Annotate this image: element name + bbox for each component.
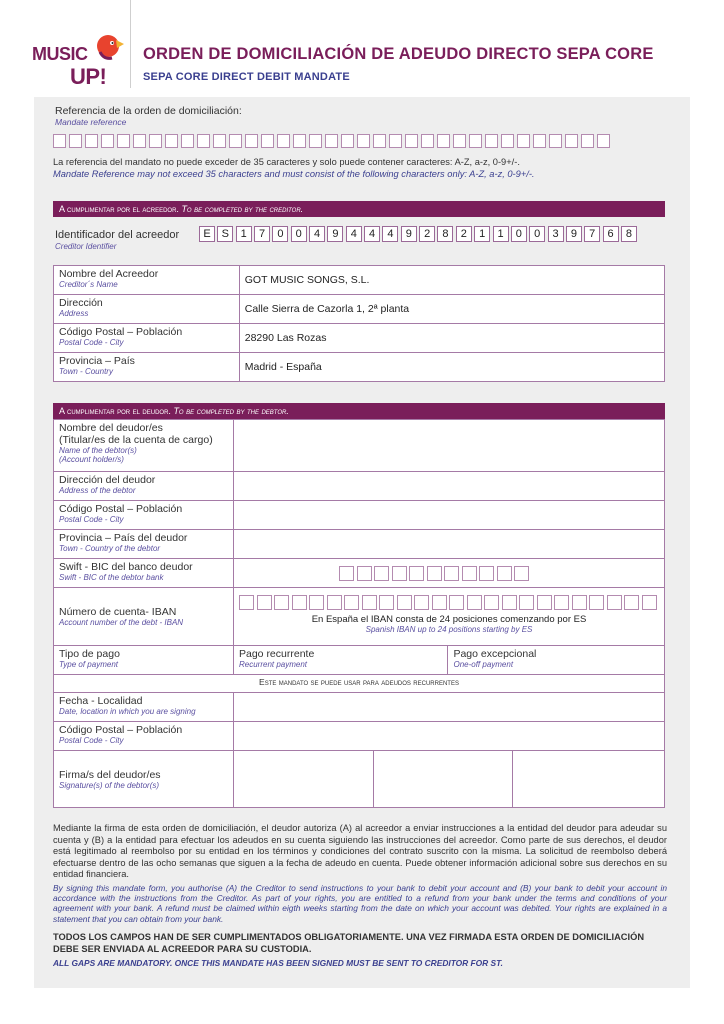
payment-oneoff-option[interactable]: [448, 646, 665, 675]
reference-char-box[interactable]: [165, 134, 178, 148]
swift-char-box[interactable]: [409, 566, 424, 581]
iban-input-boxes[interactable]: [239, 595, 659, 610]
iban-char-box[interactable]: [257, 595, 272, 610]
reference-char-box[interactable]: [437, 134, 450, 148]
reference-char-box[interactable]: [357, 134, 370, 148]
creditor-id-char: 3: [548, 226, 564, 242]
creditor-id-char: 7: [584, 226, 600, 242]
creditor-id-char: 0: [272, 226, 288, 242]
reference-note-en: Mandate Reference may not exceed 35 characters and must consist of the following characters only: A-Z, a-z, 0-9+/-.: [53, 169, 535, 179]
swift-label-en: Swift - BIC of the debtor bank: [59, 573, 164, 582]
creditor-id-char: 4: [382, 226, 398, 242]
reference-char-box[interactable]: [485, 134, 498, 148]
recurring-label-en: Recurrent payment: [239, 660, 308, 669]
mandatory-notice-en: ALL GAPS ARE MANDATORY. ONCE THIS MANDATE HAS BEEN SIGNED MUST BE SENT TO CREDITOR FOR ST.: [53, 958, 503, 968]
debtor-row-province: [54, 530, 665, 559]
creditor-id-char: 9: [566, 226, 582, 242]
creditor-id-char: 4: [364, 226, 380, 242]
debtor-row-postal: [54, 501, 665, 530]
reference-note: La referencia del mandato no puede exceder de 35 caracteres y solo puede contener caracteres: A-Z, a-z, 0-9+/-.: [53, 157, 520, 167]
iban-char-box[interactable]: [397, 595, 412, 610]
legal-text-en: By signing this mandate form, you authorise (A) the Creditor to send instructions to your bank to debit your account and (B) your bank to debit your account in accordance with the instructions from the Creditor. As part of your rights, you are entitled to a refund from your bank under the terms and conditions of your agreement with your bank. A refund must be claimed within eigth weeks starting from the date on which your account was debited. Your rights are explained in a statement that you can obtain from your bank.: [53, 883, 667, 924]
creditor-province-label-en: Town - Country: [59, 367, 113, 376]
debtor-address-label-en: Address of the debtor: [59, 486, 136, 495]
reference-char-box[interactable]: [245, 134, 258, 148]
reference-char-box[interactable]: [533, 134, 546, 148]
creditor-id-char: 0: [511, 226, 527, 242]
reference-char-box[interactable]: [565, 134, 578, 148]
iban-label-en: Account number of the debt - IBAN: [59, 618, 184, 627]
iban-char-box[interactable]: [572, 595, 587, 610]
parrot-logo-icon: [90, 32, 126, 62]
swift-char-box[interactable]: [357, 566, 372, 581]
creditor-table: [53, 265, 665, 382]
debtor-row-signature: [54, 751, 665, 808]
iban-note-en: Spanish IBAN up to 24 positions starting by ES: [365, 625, 533, 634]
creditor-id-char: 2: [419, 226, 435, 242]
iban-char-box[interactable]: [344, 595, 359, 610]
debtor-row-swift: [54, 559, 665, 588]
iban-char-box[interactable]: [554, 595, 569, 610]
swift-char-box[interactable]: [339, 566, 354, 581]
creditor-bar-text-en: To be completed by the creditor.: [181, 204, 304, 214]
creditor-id-char: 8: [621, 226, 637, 242]
payment-recurring-option[interactable]: [234, 646, 448, 675]
debtor-name-label: Nombre del deudor/es: [59, 422, 163, 434]
music-up-logo: [30, 30, 125, 90]
reference-char-box[interactable]: [133, 134, 146, 148]
debtor-row-address: [54, 472, 665, 501]
swift-char-box[interactable]: [444, 566, 459, 581]
creditor-id-char: 7: [254, 226, 270, 242]
swift-char-box[interactable]: [392, 566, 407, 581]
debtor-address-input[interactable]: [234, 472, 665, 501]
creditor-id-char: 4: [309, 226, 325, 242]
reference-char-box[interactable]: [309, 134, 322, 148]
reference-char-box[interactable]: [341, 134, 354, 148]
reference-char-box[interactable]: [85, 134, 98, 148]
debtor-province-input[interactable]: [234, 530, 665, 559]
creditor-name-label: Nombre del Acreedor: [59, 268, 159, 280]
oneoff-label: Pago excepcional: [453, 648, 537, 660]
signature-label: Firma/s del deudor/es: [59, 768, 161, 781]
signature-label-en: Signature(s) of the debtor(s): [59, 780, 160, 790]
reference-char-box[interactable]: [405, 134, 418, 148]
creditor-id-char: 9: [401, 226, 417, 242]
creditor-postal-value: 28290 Las Rozas: [239, 324, 664, 353]
reference-char-box[interactable]: [549, 134, 562, 148]
debtor-table: [53, 419, 665, 808]
reference-char-box[interactable]: [53, 134, 66, 148]
payment-type-label: Tipo de pago: [59, 648, 120, 660]
reference-char-box[interactable]: [149, 134, 162, 148]
creditor-address-label: Dirección: [59, 297, 103, 309]
creditor-row-postal: [54, 324, 665, 353]
iban-char-box[interactable]: [467, 595, 482, 610]
debtor-name-label-2: (Titular/es de la cuenta de cargo): [59, 434, 213, 446]
creditor-name-label-en: Creditor´s Name: [59, 280, 118, 289]
iban-char-box[interactable]: [274, 595, 289, 610]
debtor-row-date: [54, 693, 665, 722]
reference-char-box[interactable]: [581, 134, 594, 148]
swift-char-box[interactable]: [374, 566, 389, 581]
reference-char-box[interactable]: [325, 134, 338, 148]
debtor-province-label: Provincia – País del deudor: [59, 532, 188, 544]
swift-char-box[interactable]: [479, 566, 494, 581]
debtor-row-iban: [54, 588, 665, 646]
reference-char-box[interactable]: [197, 134, 210, 148]
date-location-label-en: Date, location in which you are signing: [59, 707, 196, 716]
iban-char-box[interactable]: [379, 595, 394, 610]
creditor-identifier-label-en: Creditor Identifier: [55, 242, 117, 251]
postal2-input[interactable]: [234, 722, 665, 751]
creditor-id-char: 6: [603, 226, 619, 242]
debtor-postal-input[interactable]: [234, 501, 665, 530]
creditor-id-char: 0: [529, 226, 545, 242]
creditor-postal-label-en: Postal Code - City: [59, 338, 124, 347]
iban-char-box[interactable]: [292, 595, 307, 610]
legal-text-es: Mediante la firma de esta orden de domiciliación, el deudor autoriza (A) al acreedor a enviar instrucciones a la entidad del deudor para adeudar su cuenta y (B) a la entidad para efectuar los adeudos en su cuenta siguiendo las instrucciones del acreedor. Como parte de sus derechos, el deudor está legitimado al reembolso por su entidad en los términos y condiciones del contrato suscrito con la misma. La solicitud de reembolso deberá efectuarse dentro de las ocho semanas que siguen a la fecha de adeudo en cuenta. Puede obtener información adicional sobre sus derechos en su entidad financiera.: [53, 823, 667, 879]
reference-input-boxes[interactable]: [53, 134, 613, 148]
debtor-row-name: [54, 420, 665, 472]
payment-type-label-en: Type of payment: [59, 660, 118, 669]
creditor-province-value: Madrid - España: [239, 353, 664, 382]
signature-box-1[interactable]: [234, 751, 374, 808]
debtor-row-note: [54, 675, 665, 693]
reference-char-box[interactable]: [229, 134, 242, 148]
iban-char-box[interactable]: [414, 595, 429, 610]
debtor-name-label-en-2: (Account holder/s): [59, 455, 124, 464]
debtor-section-bar: [53, 403, 665, 419]
reference-char-box[interactable]: [501, 134, 514, 148]
iban-char-box[interactable]: [607, 595, 622, 610]
creditor-bar-text: A cumplimentar por el acreedor.: [59, 204, 179, 214]
reference-char-box[interactable]: [421, 134, 434, 148]
creditor-id-char: E: [199, 226, 215, 242]
iban-label: Número de cuenta- IBAN: [59, 606, 177, 618]
swift-char-box[interactable]: [427, 566, 442, 581]
creditor-province-label: Provincia – País: [59, 355, 135, 367]
swift-char-box[interactable]: [462, 566, 477, 581]
creditor-postal-label: Código Postal – Población: [59, 326, 183, 338]
iban-char-box[interactable]: [239, 595, 254, 610]
iban-char-box[interactable]: [484, 595, 499, 610]
iban-char-box[interactable]: [537, 595, 552, 610]
reference-char-box[interactable]: [69, 134, 82, 148]
iban-char-box[interactable]: [432, 595, 447, 610]
debtor-name-input[interactable]: [234, 420, 665, 472]
iban-char-box[interactable]: [502, 595, 517, 610]
swift-label: Swift - BIC del banco deudor: [59, 561, 193, 573]
mandatory-notice-es: TODOS LOS CAMPOS HAN DE SER CUMPLIMENTADOS OBLIGATORIAMENTE. UNA VEZ FIRMADA ESTA ORDEN DE DOMICILIACIÓN DEBE SER ENVIADA AL ACREEDOR PARA SU CUSTODIA.: [53, 932, 645, 954]
reference-char-box[interactable]: [101, 134, 114, 148]
reference-char-box[interactable]: [117, 134, 130, 148]
postal2-label: Código Postal – Población: [59, 724, 183, 736]
creditor-id-char: 1: [236, 226, 252, 242]
debtor-province-label-en: Town - Country of the debtor: [59, 544, 161, 553]
date-location-label: Fecha - Localidad: [59, 695, 143, 707]
reference-char-box[interactable]: [213, 134, 226, 148]
creditor-row-province: [54, 353, 665, 382]
creditor-id-char: 2: [456, 226, 472, 242]
reference-char-box[interactable]: [277, 134, 290, 148]
reference-char-box[interactable]: [389, 134, 402, 148]
reference-label: Referencia de la orden de domiciliación:: [55, 105, 242, 117]
creditor-id-char: S: [217, 226, 233, 242]
reference-char-box[interactable]: [373, 134, 386, 148]
creditor-row-name: [54, 266, 665, 295]
header-divider: [130, 0, 131, 88]
oneoff-label-en: One-off payment: [453, 660, 514, 669]
debtor-row-payment: [54, 646, 665, 675]
swift-char-box[interactable]: [497, 566, 512, 581]
creditor-name-value: GOT MUSIC SONGS, S.L.: [239, 266, 664, 295]
creditor-id-char: 1: [474, 226, 490, 242]
iban-char-box[interactable]: [624, 595, 639, 610]
creditor-identifier-boxes: [199, 226, 639, 242]
swift-input-boxes[interactable]: [339, 566, 659, 581]
reference-label-en: Mandate reference: [55, 117, 127, 127]
recurring-label: Pago recurrente: [239, 648, 315, 660]
debtor-address-label: Dirección del deudor: [59, 474, 156, 486]
creditor-id-char: 4: [346, 226, 362, 242]
signature-box-3[interactable]: [513, 751, 665, 808]
iban-char-box[interactable]: [362, 595, 377, 610]
iban-char-box[interactable]: [642, 595, 657, 610]
logo-music-text: MUSIC: [32, 44, 88, 64]
creditor-id-char: 8: [437, 226, 453, 242]
signature-box-2[interactable]: [373, 751, 513, 808]
page-subtitle: SEPA CORE DIRECT DEBIT MANDATE: [143, 71, 350, 83]
debtor-bar-text: A cumplimentar por el deudor.: [59, 406, 171, 416]
creditor-id-char: 0: [291, 226, 307, 242]
debtor-row-postal-2: [54, 722, 665, 751]
iban-char-box[interactable]: [449, 595, 464, 610]
creditor-section-bar: [53, 201, 665, 217]
creditor-address-value: Calle Sierra de Cazorla 1, 2ª planta: [239, 295, 664, 324]
creditor-address-label-en: Address: [59, 309, 89, 318]
iban-char-box[interactable]: [327, 595, 342, 610]
debtor-bar-text-en: To be completed by the debtor.: [173, 406, 289, 416]
reference-char-box[interactable]: [261, 134, 274, 148]
debtor-postal-label-en: Postal Code - City: [59, 515, 124, 524]
reference-char-box[interactable]: [453, 134, 466, 148]
iban-char-box[interactable]: [309, 595, 324, 610]
postal2-label-en: Postal Code - City: [59, 736, 124, 745]
creditor-row-address: [54, 295, 665, 324]
reference-char-box[interactable]: [293, 134, 306, 148]
debtor-name-label-en: Name of the debtor(s): [59, 446, 137, 455]
reference-char-box[interactable]: [469, 134, 482, 148]
iban-note: En España el IBAN consta de 24 posiciones comenzando por ES: [311, 614, 587, 625]
debtor-postal-label: Código Postal – Población: [59, 503, 183, 515]
mandate-recurring-note: Este mandato se puede usar para adeudos recurrentes: [54, 675, 665, 693]
page-title: ORDEN DE DOMICILIACIÓN DE ADEUDO DIRECTO SEPA CORE: [143, 45, 654, 63]
logo-up-text: UP!: [70, 64, 107, 89]
creditor-id-char: 1: [493, 226, 509, 242]
reference-char-box[interactable]: [181, 134, 194, 148]
creditor-identifier-label: Identificador del acreedor: [55, 229, 180, 241]
date-location-input[interactable]: [234, 693, 665, 722]
swift-char-box[interactable]: [514, 566, 529, 581]
iban-char-box[interactable]: [589, 595, 604, 610]
reference-char-box[interactable]: [517, 134, 530, 148]
iban-char-box[interactable]: [519, 595, 534, 610]
creditor-id-char: 9: [327, 226, 343, 242]
reference-char-box[interactable]: [597, 134, 610, 148]
